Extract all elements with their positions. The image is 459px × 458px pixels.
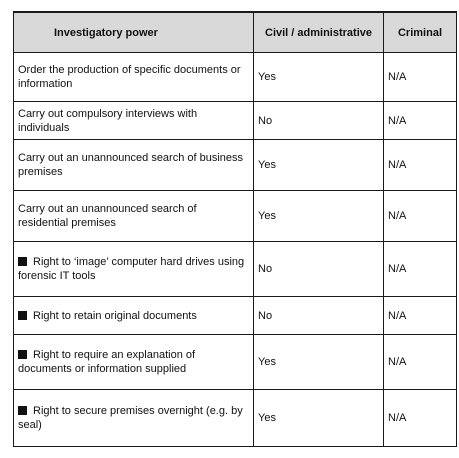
civil-cell: No — [254, 297, 384, 335]
table-row — [14, 140, 457, 191]
power-cell — [14, 242, 254, 297]
power-text: Right to require an explanation of documents or information supplied — [18, 349, 196, 375]
civil-cell: Yes — [254, 390, 384, 447]
criminal-cell: N/A — [384, 335, 457, 390]
civil-cell: Yes — [254, 53, 384, 102]
table-row — [14, 102, 457, 140]
power-cell: Carry out compulsory interviews with individuals — [14, 102, 254, 140]
power-cell: Order the production of specific documents or information — [14, 53, 254, 102]
power-text: Right to secure premises overnight (e.g. by seal) — [18, 405, 243, 431]
table-row — [14, 335, 457, 390]
table-header-row — [14, 12, 457, 53]
table-row — [14, 390, 457, 447]
power-cell — [14, 297, 254, 335]
investigatory-powers-table — [13, 11, 457, 447]
civil-cell: Yes — [254, 335, 384, 390]
header-civil-administrative: Civil / administrative — [254, 12, 384, 53]
table-row — [14, 53, 457, 102]
criminal-cell: N/A — [384, 102, 457, 140]
civil-cell: Yes — [254, 140, 384, 191]
power-cell: Carry out an unannounced search of business premises — [14, 140, 254, 191]
civil-cell: No — [254, 102, 384, 140]
power-text: Right to retain original documents — [33, 309, 197, 322]
table-row — [14, 191, 457, 242]
criminal-cell: N/A — [384, 53, 457, 102]
civil-cell: Yes — [254, 191, 384, 242]
power-cell — [14, 335, 254, 390]
power-text: Right to ‘image’ computer hard drives using forensic IT tools — [18, 256, 245, 282]
civil-cell: No — [254, 242, 384, 297]
power-cell: Carry out an unannounced search of residential premises — [14, 191, 254, 242]
criminal-cell: N/A — [384, 140, 457, 191]
table-row — [14, 242, 457, 297]
criminal-cell: N/A — [384, 390, 457, 447]
square-bullet-icon — [18, 257, 27, 266]
square-bullet-icon — [18, 350, 27, 359]
header-investigatory-power: Investigatory power — [14, 12, 254, 53]
criminal-cell: N/A — [384, 297, 457, 335]
square-bullet-icon — [18, 311, 27, 320]
criminal-cell: N/A — [384, 242, 457, 297]
power-cell — [14, 390, 254, 447]
square-bullet-icon — [18, 406, 27, 415]
header-criminal: Criminal — [384, 12, 457, 53]
table-row — [14, 297, 457, 335]
criminal-cell: N/A — [384, 191, 457, 242]
